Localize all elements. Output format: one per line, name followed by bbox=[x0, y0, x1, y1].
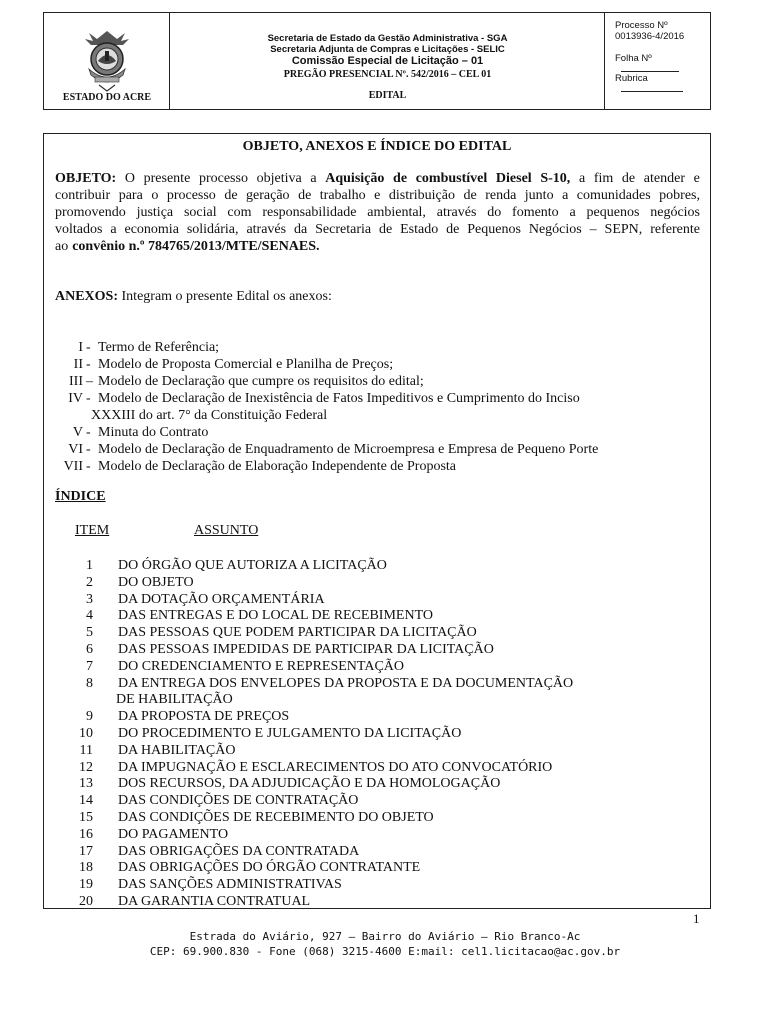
anexo-item bbox=[55, 458, 457, 475]
indice-item-subject: DOS RECURSOS, DA ADJUDICAÇÃO E DA HOMOLOGAÇÃO bbox=[118, 776, 501, 792]
indice-item bbox=[44, 860, 421, 877]
indice-item bbox=[44, 608, 433, 625]
objeto-word: o bbox=[151, 188, 159, 203]
objeto-word: para bbox=[118, 188, 143, 203]
objeto-line bbox=[55, 221, 700, 238]
anexo-number: III bbox=[69, 374, 83, 389]
indice-item bbox=[44, 759, 553, 777]
indice-item-number: 4 bbox=[86, 608, 93, 624]
indice-item-number: 3 bbox=[86, 591, 93, 607]
header-process-cell bbox=[605, 13, 710, 109]
rubrica-field bbox=[615, 73, 710, 95]
objeto-word: a bbox=[310, 171, 317, 186]
objeto-word: processo bbox=[198, 171, 248, 186]
indice-item bbox=[44, 725, 462, 743]
header-line-edital: EDITAL bbox=[368, 90, 407, 101]
indice-list bbox=[44, 558, 574, 909]
anexo-text: Modelo de Declaração que cumpre os requisitos do edital; bbox=[98, 374, 424, 389]
objeto-word: renda bbox=[485, 188, 517, 203]
anexo-separator: - bbox=[86, 459, 91, 474]
indice-item-subject: DAS CONDIÇÕES DE RECEBIMENTO DO OBJETO bbox=[118, 809, 434, 825]
estado-label: ESTADO DO ACRE bbox=[62, 92, 152, 103]
indice-item-number: 1 bbox=[86, 558, 93, 573]
indice-col-item: ITEM bbox=[75, 523, 110, 538]
objeto-word: referente bbox=[650, 222, 700, 237]
anexos-intro-text: Integram o presente Edital os anexos: bbox=[121, 289, 332, 304]
folha-label: Folha Nº bbox=[615, 53, 652, 64]
objeto-word: presente bbox=[143, 171, 191, 186]
objeto-word: a bbox=[110, 222, 117, 237]
indice-item-number: 8 bbox=[86, 675, 93, 691]
indice-item-subject: DO CREDENCIAMENTO E REPRESENTAÇÃO bbox=[118, 658, 405, 674]
indice-item-subject: DO ÓRGÃO QUE AUTORIZA A LICITAÇÃO bbox=[118, 558, 387, 573]
indice-item-number: 18 bbox=[79, 860, 93, 876]
indice-item-subject: DAS ENTREGAS E DO LOCAL DE RECEBIMENTO bbox=[118, 608, 433, 624]
anexo-text: Modelo de Declaração de Inexistência de Fatos Impeditivos e Cumprimento do Inciso bbox=[98, 391, 580, 406]
anexo-number: V bbox=[72, 425, 83, 440]
anexo-text: Termo de Referência; bbox=[98, 340, 220, 355]
indice-item-subject: DA HABILITAÇÃO bbox=[118, 742, 236, 758]
processo-number: Processo Nº 0013936-4/2016 bbox=[615, 20, 685, 42]
objeto-word: comunidades bbox=[576, 188, 651, 203]
indice-item bbox=[44, 742, 236, 760]
edital-content-box bbox=[43, 133, 711, 909]
indice-item-number: 2 bbox=[86, 574, 93, 590]
objeto-word: geração bbox=[246, 188, 290, 203]
anexo-number: II bbox=[73, 357, 83, 372]
indice-item-subject: DAS OBRIGAÇÕES DA CONTRATADA bbox=[118, 843, 360, 859]
objeto-word: solidária, bbox=[186, 222, 239, 237]
objeto-word: objetiva bbox=[256, 171, 302, 186]
indice-item bbox=[44, 893, 311, 909]
objeto-word: pobres, bbox=[659, 188, 700, 203]
anexo-text: Modelo de Proposta Comercial e Planilha de Preços; bbox=[98, 357, 394, 372]
indice-item-number: 7 bbox=[86, 658, 93, 674]
anexo-item bbox=[55, 424, 327, 441]
anexos-list bbox=[55, 339, 599, 475]
indice-item-number: 10 bbox=[79, 725, 93, 741]
objeto-word: e bbox=[374, 188, 381, 203]
objeto-word: Negócios bbox=[528, 222, 582, 237]
objeto-word: fomento bbox=[512, 205, 559, 220]
indice-item-subject: DO PAGAMENTO bbox=[118, 826, 229, 842]
indice-item-number: 20 bbox=[79, 893, 93, 909]
indice-item bbox=[44, 776, 501, 793]
indice-item-subject: DA ENTREGA DOS ENVELOPES DA PROPOSTA E DA DOCUMENTAÇÃO bbox=[118, 675, 574, 691]
indice-item bbox=[44, 827, 233, 844]
objeto-word: S-10, bbox=[540, 171, 571, 186]
objeto-word: distribuição bbox=[388, 188, 455, 203]
objeto-word: através bbox=[246, 222, 287, 237]
anexo-item bbox=[55, 373, 424, 390]
objeto-word: negócios bbox=[650, 205, 700, 220]
anexo-separator: - bbox=[86, 391, 91, 406]
indice-item bbox=[44, 709, 290, 726]
header-line-pregao: PREGÃO PRESENCIAL Nº. 542/2016 – CEL 01 bbox=[283, 69, 492, 80]
indice-item bbox=[44, 675, 574, 693]
indice-item-number: 14 bbox=[79, 793, 93, 809]
indice-item bbox=[44, 641, 494, 659]
indice-item-subject: DA GARANTIA CONTRATUAL bbox=[118, 893, 311, 909]
objeto-word: social bbox=[183, 205, 217, 220]
indice-item-subject: DO PROCEDIMENTO E JULGAMENTO DA LICITAÇÃO bbox=[118, 725, 462, 741]
anexo-number: I bbox=[78, 340, 83, 355]
objeto-word: da bbox=[294, 222, 308, 237]
objeto-word: de bbox=[446, 222, 460, 237]
objeto-word: promovendo bbox=[55, 205, 126, 220]
indice-item bbox=[44, 558, 387, 575]
indice-item bbox=[44, 793, 359, 810]
objeto-word: pequenos bbox=[586, 205, 640, 220]
anexo-separator: - bbox=[86, 425, 91, 440]
objeto-line bbox=[55, 187, 700, 204]
header-line-sga: Secretaria de Estado da Gestão Administrativa - SGA bbox=[267, 33, 508, 44]
indice-item bbox=[44, 625, 477, 642]
objeto-line bbox=[55, 204, 700, 221]
footer-address: Estrada do Aviário, 927 – Bairro do Aviário – Rio Branco-Ac bbox=[189, 930, 581, 943]
indice-item-number: 19 bbox=[79, 877, 93, 893]
indice-item-number: 16 bbox=[79, 826, 93, 842]
indice-item-subject: DAS PESSOAS IMPEDIDAS DE PARTICIPAR DA LICITAÇÃO bbox=[118, 641, 494, 657]
anexo-separator: - bbox=[86, 442, 91, 457]
indice-item-subject: DA PROPOSTA DE PREÇOS bbox=[118, 709, 290, 725]
objeto-word: Secretaria bbox=[315, 222, 372, 237]
page-number: 1 bbox=[693, 911, 700, 926]
rubrica-label: Rubrica bbox=[615, 73, 648, 84]
indice-item-number: 15 bbox=[79, 809, 93, 825]
objeto-paragraph bbox=[55, 170, 700, 255]
footer-contact: CEP: 69.900.830 - Fone (068) 3215-4600 E:mail: cel1.licitacao@ac.gov.br bbox=[149, 945, 621, 958]
objeto-word: SEPN, bbox=[604, 222, 643, 237]
objeto-word: de bbox=[224, 188, 238, 203]
indice-item bbox=[44, 591, 325, 609]
objeto-word: O bbox=[124, 171, 135, 186]
objeto-word: através bbox=[436, 205, 477, 220]
indice-item-subject: DA DOTAÇÃO ORÇAMENTÁRIA bbox=[118, 591, 325, 607]
anexo-item bbox=[55, 390, 580, 407]
anexo-number: VII bbox=[63, 459, 83, 474]
objeto-word: processo bbox=[166, 188, 216, 203]
objeto-word: de bbox=[393, 171, 408, 186]
objeto-word: a bbox=[578, 171, 586, 186]
header-institution-cell bbox=[170, 13, 605, 109]
anexo-separator: - bbox=[86, 340, 91, 355]
anexo-text: Minuta do Contrato bbox=[98, 425, 209, 440]
objeto-word: ambiental, bbox=[367, 205, 426, 220]
objeto-word: responsabilidade bbox=[262, 205, 357, 220]
indice-heading: ÍNDICE bbox=[55, 489, 106, 504]
anexo-text-continuation: XXXIII do art. 7° da Constituição Federal bbox=[91, 408, 328, 423]
header-logo-cell bbox=[44, 13, 170, 109]
objeto-word: fim bbox=[593, 171, 614, 186]
anexo-item bbox=[55, 356, 394, 373]
objeto-word: ao bbox=[55, 239, 69, 254]
indice-item bbox=[44, 843, 360, 861]
anexo-number: VI bbox=[68, 442, 83, 457]
objeto-line bbox=[55, 238, 700, 255]
section-title: OBJETO, ANEXOS E ÍNDICE DO EDITAL bbox=[242, 139, 512, 154]
anexos-intro bbox=[55, 289, 332, 305]
state-coat-of-arms-icon bbox=[85, 31, 129, 93]
objeto-word: Aquisição bbox=[325, 171, 385, 186]
indice-item-number: 17 bbox=[79, 843, 93, 859]
objeto-word: economia bbox=[124, 222, 179, 237]
document-header bbox=[43, 12, 711, 110]
anexo-item bbox=[55, 339, 327, 356]
indice-item-number: 6 bbox=[86, 641, 93, 657]
objeto-word: OBJETO: bbox=[55, 171, 117, 186]
objeto-word: justiça bbox=[136, 205, 174, 220]
objeto-word: combustível bbox=[415, 171, 488, 186]
indice-item-number: 5 bbox=[86, 625, 93, 641]
objeto-word: de bbox=[463, 188, 477, 203]
anexos-label: ANEXOS: bbox=[55, 289, 119, 304]
indice-item-continuation: DE HABILITAÇÃO bbox=[116, 692, 233, 708]
indice-item-subject: DO OBJETO bbox=[118, 574, 194, 590]
header-line-selic: Secretaria Adjunta de Compras e Licitações - SELIC bbox=[270, 44, 505, 55]
header-line-comissao: Comissão Especial de Licitação – 01 bbox=[291, 55, 484, 67]
folha-field bbox=[615, 53, 710, 75]
objeto-word: e bbox=[693, 171, 700, 186]
indice-item-subject: DAS CONDIÇÕES DE CONTRATAÇÃO bbox=[118, 793, 359, 809]
indice-item bbox=[44, 809, 434, 827]
objeto-word: Estado bbox=[400, 222, 439, 237]
indice-item-number: 12 bbox=[79, 759, 93, 775]
objeto-word: de bbox=[621, 171, 636, 186]
indice-item bbox=[44, 658, 405, 676]
anexo-item bbox=[55, 441, 599, 458]
indice-item-subject: DA IMPUGNAÇÃO E ESCLARECIMENTOS DO ATO CONVOCATÓRIO bbox=[118, 759, 553, 775]
objeto-word: voltados bbox=[55, 222, 103, 237]
indice-item-subject: DAS OBRIGAÇÕES DO ÓRGÃO CONTRATANTE bbox=[118, 860, 421, 876]
indice-col-assunto: ASSUNTO bbox=[194, 523, 259, 538]
anexo-separator: - bbox=[86, 357, 91, 372]
indice-item bbox=[44, 575, 233, 592]
objeto-word: do bbox=[487, 205, 502, 220]
objeto-word: atender bbox=[643, 171, 685, 186]
objeto-word: contribuir bbox=[55, 188, 111, 203]
objeto-word: de bbox=[379, 222, 393, 237]
objeto-word: a bbox=[562, 188, 569, 203]
anexo-number: IV bbox=[68, 391, 83, 406]
objeto-word: com bbox=[227, 205, 252, 220]
indice-item-subject: DAS SANÇÕES ADMINISTRATIVAS bbox=[118, 877, 342, 893]
objeto-word: junto bbox=[524, 188, 554, 203]
objeto-word: Pequenos bbox=[467, 222, 521, 237]
objeto-word: trabalho bbox=[319, 188, 366, 203]
objeto-word: Diesel bbox=[495, 171, 532, 186]
objeto-word: convênio n.º 784765/2013/MTE/SENAES. bbox=[72, 239, 320, 254]
objeto-word: de bbox=[298, 188, 312, 203]
objeto-word: a bbox=[569, 205, 576, 220]
indice-item bbox=[44, 877, 342, 894]
indice-item-subject: DAS PESSOAS QUE PODEM PARTICIPAR DA LICITAÇÃO bbox=[118, 625, 477, 641]
indice-item-number: 11 bbox=[79, 742, 93, 758]
anexo-text: Modelo de Declaração de Elaboração Independente de Proposta bbox=[98, 459, 457, 474]
objeto-line bbox=[55, 170, 700, 187]
indice-item-number: 13 bbox=[79, 776, 93, 792]
anexo-text: Modelo de Declaração de Enquadramento de Microempresa e Empresa de Pequeno Porte bbox=[98, 442, 599, 457]
objeto-word: – bbox=[589, 222, 597, 237]
indice-item-number: 9 bbox=[86, 709, 93, 725]
anexo-separator: – bbox=[86, 374, 93, 389]
